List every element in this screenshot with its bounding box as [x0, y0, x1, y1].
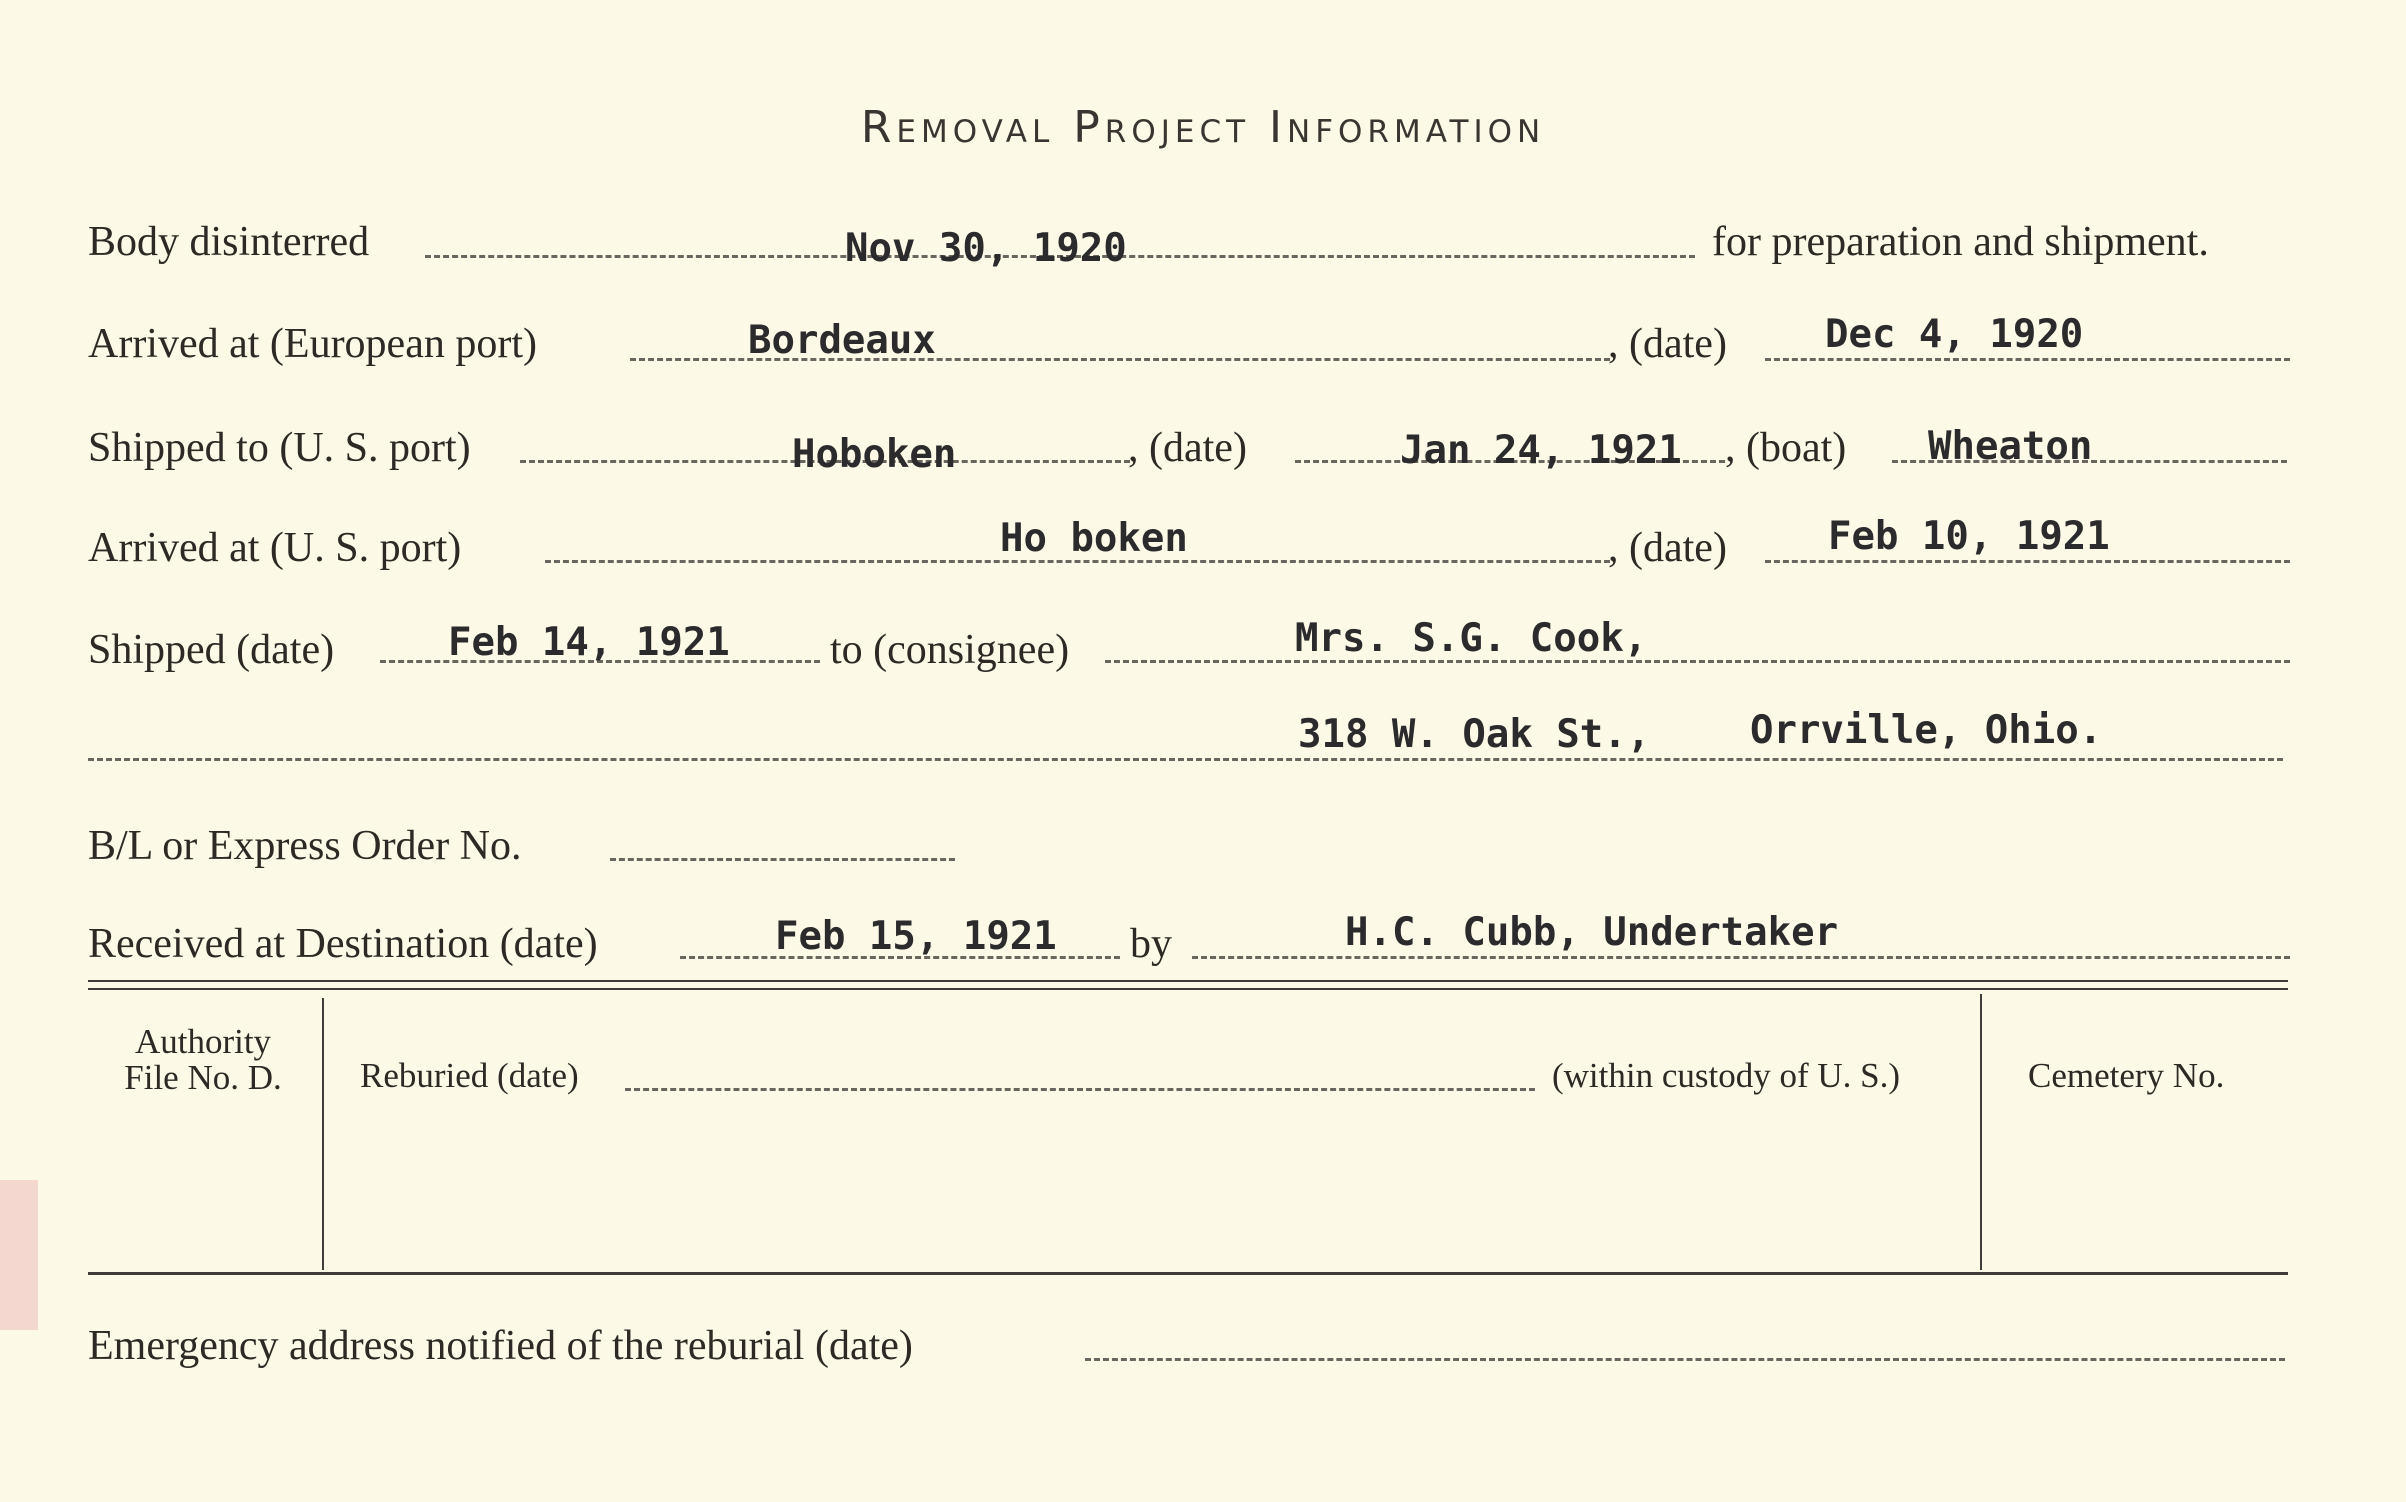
table-top-rule — [88, 980, 2288, 982]
disinterred-suffix: for preparation and shipment. — [1712, 219, 2209, 265]
table-divider-right — [1980, 994, 1982, 1270]
arrived-us-label: Arrived at (U. S. port) — [88, 525, 462, 571]
reburied-line — [625, 1088, 1535, 1091]
card-title: Removal Project Information — [860, 102, 1546, 153]
authority-label — [88, 1024, 318, 1096]
table-top-rule-2 — [88, 988, 2288, 990]
disinterred-label: Body disinterred — [88, 219, 370, 265]
arrived-us-date-line — [1765, 560, 2290, 563]
shipped-date-label: Shipped (date) — [88, 627, 335, 673]
shipped-us-boat-label: , (boat) — [1725, 425, 1847, 471]
emergency-label: Emergency address notified of the reburial (date) — [88, 1323, 913, 1369]
arrived-european-date-label: , (date) — [1608, 321, 1727, 367]
arrived-us-date: Feb 10, 1921 — [1828, 514, 2110, 559]
cemetery-label: Cemetery No. — [2028, 1056, 2225, 1095]
consignee-city: Orrville, Ohio. — [1750, 708, 2103, 753]
received-label: Received at Destination (date) — [88, 921, 598, 967]
arrived-european-label: Arrived at (European port) — [88, 321, 537, 367]
table-divider-left — [322, 998, 324, 1270]
received-by-label: by — [1130, 921, 1172, 967]
emergency-line — [1085, 1358, 2285, 1361]
consignee-line — [1105, 660, 2290, 663]
table-bottom-rule — [88, 1272, 2288, 1275]
authority-line-2: File No. D. — [124, 1058, 282, 1097]
disinterred-date: Nov 30, 1920 — [845, 226, 1127, 271]
arrived-us-port: Ho boken — [1000, 516, 1188, 561]
address-line — [88, 758, 2283, 761]
received-date: Feb 15, 1921 — [775, 914, 1057, 959]
arrived-us-date-label: , (date) — [1608, 525, 1727, 571]
shipped-us-label: Shipped to (U. S. port) — [88, 425, 471, 471]
consignee-name: Mrs. S.G. Cook, — [1295, 616, 1648, 661]
consignee-label: to (consignee) — [830, 627, 1070, 673]
bl-order-line — [610, 858, 955, 861]
arrived-european-date-line — [1765, 358, 2290, 361]
shipped-us-date-label: , (date) — [1128, 425, 1247, 471]
paper-stain — [0, 1180, 38, 1330]
arrived-european-date: Dec 4, 1920 — [1825, 312, 2084, 357]
shipped-us-port: Hoboken — [792, 432, 957, 477]
shipped-us-boat: Wheaton — [1928, 424, 2093, 469]
received-by-line — [1192, 956, 2290, 959]
arrived-european-port: Bordeaux — [748, 318, 936, 363]
received-by: H.C. Cubb, Undertaker — [1345, 910, 1839, 955]
custody-label: (within custody of U. S.) — [1552, 1056, 1901, 1095]
consignee-street: 318 W. Oak St., — [1298, 712, 1651, 757]
bl-order-label: B/L or Express Order No. — [88, 823, 522, 869]
shipped-date: Feb 14, 1921 — [448, 620, 730, 665]
shipped-us-date: Jan 24, 1921 — [1400, 428, 1682, 473]
reburied-label: Reburied (date) — [360, 1056, 579, 1095]
authority-line-1: Authority — [134, 1022, 272, 1061]
